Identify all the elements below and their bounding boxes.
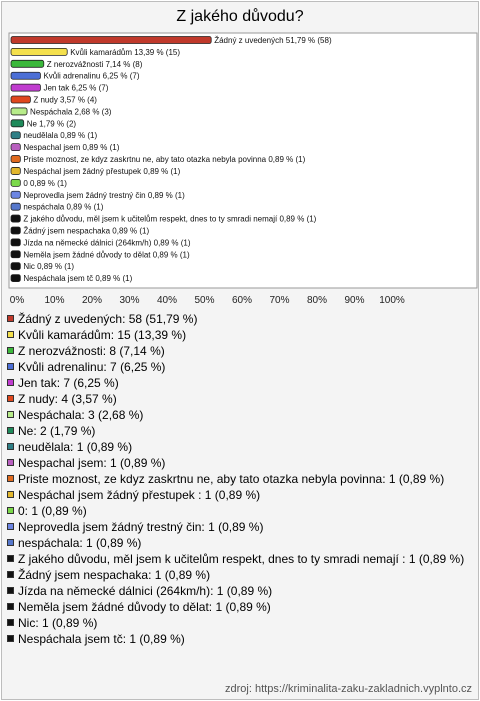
bar-label: Kvůli adrenalinu 6,25 % (7) xyxy=(43,71,140,81)
x-tick-label: 20% xyxy=(81,295,103,306)
bar-label: Jen tak 6,25 % (7) xyxy=(43,83,109,93)
legend-label: Nespáchala jsem tč: 1 (0,89 %) xyxy=(18,632,185,646)
x-tick-label: 90% xyxy=(344,295,365,306)
legend-label: Neměla jsem žádné důvody to dělat: 1 (0,89 %) xyxy=(18,600,271,614)
legend-item xyxy=(7,360,473,374)
legend-swatch xyxy=(7,539,14,546)
legend-swatch xyxy=(7,315,14,322)
legend-swatch xyxy=(7,491,14,498)
legend-label: Kvůli kamarádům: 15 (13,39 %) xyxy=(18,328,187,342)
bar-label: Kvůli kamarádům 13,39 % (15) xyxy=(70,47,181,57)
legend xyxy=(7,312,473,648)
bar xyxy=(11,84,40,91)
legend-label: Jízda na německé dálnici (264km/h): 1 (0,89 %) xyxy=(18,584,273,598)
legend-label: 0: 1 (0,89 %) xyxy=(18,504,87,518)
legend-label: Jen tak: 7 (6,25 %) xyxy=(18,376,119,390)
legend-swatch xyxy=(7,619,14,626)
legend-item xyxy=(7,328,473,342)
bar-label: Neměla jsem žádné důvody to dělat 0,89 % (1) xyxy=(23,250,190,260)
bar xyxy=(11,72,40,79)
legend-swatch xyxy=(7,635,14,642)
legend-swatch xyxy=(7,507,14,514)
legend-swatch xyxy=(7,363,14,370)
legend-swatch xyxy=(7,379,14,386)
bar xyxy=(11,167,20,174)
legend-item xyxy=(7,504,473,518)
legend-swatch xyxy=(7,395,14,402)
legend-label: Žádný z uvedených: 58 (51,79 %) xyxy=(18,312,198,326)
bar xyxy=(11,179,20,186)
legend-swatch xyxy=(7,443,14,450)
legend-swatch xyxy=(7,331,14,338)
bar xyxy=(11,251,20,258)
x-tick-label: 60% xyxy=(231,295,253,306)
legend-swatch xyxy=(7,411,14,418)
legend-label: Neprovedla jsem žádný trestný čin: 1 (0,89 %) xyxy=(18,520,264,534)
bar xyxy=(11,156,20,163)
bar-label: Z nudy 3,57 % (4) xyxy=(33,95,97,105)
legend-item xyxy=(7,488,473,502)
legend-label: Nic: 1 (0,89 %) xyxy=(18,616,98,630)
bar xyxy=(11,60,44,67)
x-tick-label: 0% xyxy=(9,295,25,306)
chart-title: Z jakého důvodu? xyxy=(176,8,304,25)
bar xyxy=(11,239,20,246)
legend-item xyxy=(7,344,473,358)
legend-label: Žádný jsem nespachaka: 1 (0,89 %) xyxy=(18,568,211,582)
legend-item xyxy=(7,424,473,438)
bar-chart xyxy=(0,0,480,312)
bar xyxy=(11,120,24,127)
bar-label: nespáchala 0,89 % (1) xyxy=(23,202,104,212)
bar-label: Jízda na německé dálnici (264km/h) 0,89 % (1) xyxy=(23,238,191,248)
bar-label: Žádný z uvedených 51,79 % (58) xyxy=(214,36,332,45)
bar-label: Nespachal jsem 0,89 % (1) xyxy=(23,143,120,153)
legend-label: Nespáchala: 3 (2,68 %) xyxy=(18,408,144,422)
bar-label: 0 0,89 % (1) xyxy=(23,178,67,188)
bar-label: Nespáchal jsem žádný přestupek 0,89 % (1) xyxy=(23,166,181,176)
legend-label: Z nerozvážnosti: 8 (7,14 %) xyxy=(18,344,165,358)
legend-label: Z nudy: 4 (3,57 %) xyxy=(18,392,117,406)
bar xyxy=(11,37,211,44)
bar xyxy=(11,96,30,103)
legend-swatch xyxy=(7,587,14,594)
legend-swatch xyxy=(7,603,14,610)
bar-label: Priste moznost, ze kdyz zaskrtnu ne, aby tato otazka nebyla povinna 0,89 % (1) xyxy=(23,155,306,165)
legend-swatch xyxy=(7,427,14,434)
bar-label: Ne 1,79 % (2) xyxy=(26,119,77,129)
legend-label: Nespáchal jsem žádný přestupek : 1 (0,89 %) xyxy=(18,488,261,502)
bar xyxy=(11,203,20,210)
legend-swatch xyxy=(7,555,14,562)
legend-item xyxy=(7,472,473,486)
bar xyxy=(11,215,20,222)
bar xyxy=(11,144,20,151)
legend-swatch xyxy=(7,459,14,466)
legend-item xyxy=(7,440,473,454)
legend-label: Ne: 2 (1,79 %) xyxy=(18,424,96,438)
legend-label: Priste moznost, ze kdyz zaskrtnu ne, aby tato otazka nebyla povinna: 1 (0,89 %) xyxy=(18,472,445,486)
legend-item xyxy=(7,552,473,566)
legend-item xyxy=(7,376,473,390)
legend-swatch xyxy=(7,523,14,530)
source-credit: zdroj: https://kriminalita-zaku-zakladnich.vyplnto.cz xyxy=(225,683,472,695)
legend-item xyxy=(7,600,473,614)
x-tick-label: 100% xyxy=(379,295,405,306)
bar-label: neudělala 0,89 % (1) xyxy=(23,131,98,141)
legend-item xyxy=(7,632,473,646)
x-tick-label: 70% xyxy=(269,295,290,306)
legend-item xyxy=(7,520,473,534)
legend-label: nespáchala: 1 (0,89 %) xyxy=(18,536,142,550)
bar xyxy=(11,132,20,139)
bar-label: Z nerozvážnosti 7,14 % (8) xyxy=(46,59,143,69)
bar xyxy=(11,191,20,198)
legend-swatch xyxy=(7,475,14,482)
bar-label: Žádný jsem nespachaka 0,89 % (1) xyxy=(23,226,150,236)
legend-item xyxy=(7,456,473,470)
bar-label: Nic 0,89 % (1) xyxy=(23,262,75,272)
bar-label: Z jakého důvodu, měl jsem k učitelům respekt, dnes to ty smradi nemají 0,89 % (1) xyxy=(23,214,317,224)
bar xyxy=(11,263,20,270)
legend-item xyxy=(7,392,473,406)
x-tick-label: 50% xyxy=(194,295,215,306)
legend-item xyxy=(7,616,473,630)
legend-item xyxy=(7,536,473,550)
legend-label: neudělala: 1 (0,89 %) xyxy=(18,440,133,454)
bar xyxy=(11,227,20,234)
x-tick-label: 80% xyxy=(306,295,328,306)
legend-label: Kvůli adrenalinu: 7 (6,25 %) xyxy=(18,360,166,374)
legend-label: Nespachal jsem: 1 (0,89 %) xyxy=(18,456,166,470)
legend-item xyxy=(7,584,473,598)
x-tick-label: 40% xyxy=(156,295,178,306)
legend-label: Z jakého důvodu, měl jsem k učitelům respekt, dnes to ty smradi nemají : 1 (0,89 %) xyxy=(18,552,465,566)
legend-item xyxy=(7,408,473,422)
legend-item xyxy=(7,568,473,582)
legend-item xyxy=(7,312,473,326)
bar-label: Nespáchala jsem tč 0,89 % (1) xyxy=(23,274,133,284)
bar-label: Nespáchala 2,68 % (3) xyxy=(30,107,112,117)
bar xyxy=(11,48,67,55)
x-tick-label: 30% xyxy=(119,295,140,306)
bar xyxy=(11,108,27,115)
bar-label: Neprovedla jsem žádný trestný čin 0,89 % (1) xyxy=(23,190,185,200)
x-tick-label: 10% xyxy=(44,295,65,306)
legend-swatch xyxy=(7,347,14,354)
legend-swatch xyxy=(7,571,14,578)
bar xyxy=(11,275,20,282)
